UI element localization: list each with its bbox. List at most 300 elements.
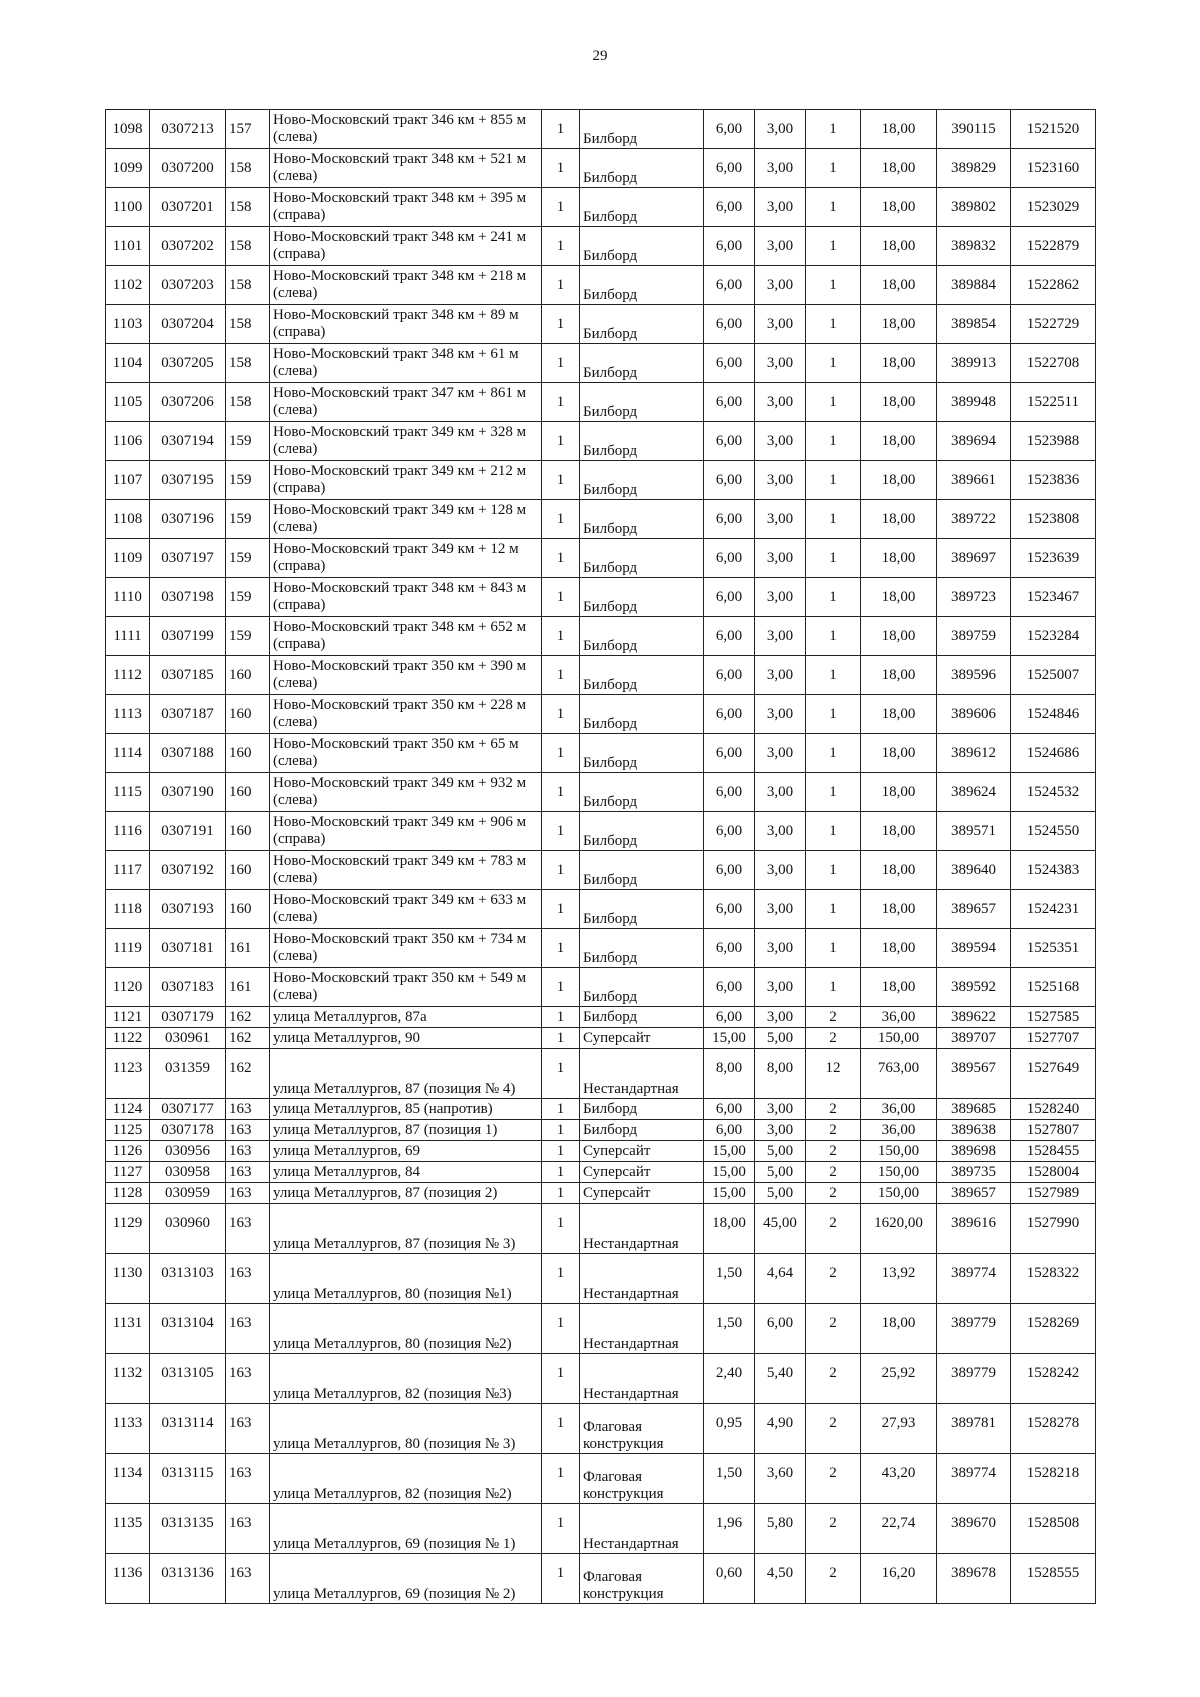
count-cell: 1 [542, 1183, 580, 1204]
width-cell: 6,00 [704, 890, 755, 929]
area-cell: 18,00 [861, 890, 937, 929]
address-cell: Ново-Московский тракт 349 км + 212 м (справа) [270, 461, 542, 500]
sides-cell: 1 [806, 656, 861, 695]
type-cell: Билборд [580, 383, 704, 422]
sides-cell: 1 [806, 344, 861, 383]
coord-y-cell: 1522511 [1011, 383, 1096, 422]
height-cell: 3,00 [755, 227, 806, 266]
count-cell: 1 [542, 305, 580, 344]
width-cell: 6,00 [704, 266, 755, 305]
width-cell: 6,00 [704, 812, 755, 851]
count-cell: 1 [542, 188, 580, 227]
count-cell: 1 [542, 461, 580, 500]
coord-x-cell: 389606 [937, 695, 1011, 734]
address-cell: Ново-Московский тракт 349 км + 12 м (справа) [270, 539, 542, 578]
structure-code-cell: 0307187 [150, 695, 226, 734]
type-cell: Билборд [580, 227, 704, 266]
type-cell: Суперсайт [580, 1141, 704, 1162]
type-cell: Флаговая конструкция [580, 1554, 704, 1604]
count-cell: 1 [542, 1162, 580, 1183]
type-cell: Суперсайт [580, 1162, 704, 1183]
area-cell: 36,00 [861, 1120, 937, 1141]
count-cell: 1 [542, 1304, 580, 1354]
area-cell: 150,00 [861, 1183, 937, 1204]
type-cell: Билборд [580, 773, 704, 812]
type-cell: Билборд [580, 149, 704, 188]
table-row [106, 1183, 1096, 1204]
table-row [106, 1554, 1096, 1604]
table-row [106, 1099, 1096, 1120]
coord-x-cell: 389616 [937, 1204, 1011, 1254]
count-cell: 1 [542, 1007, 580, 1028]
width-cell: 1,50 [704, 1254, 755, 1304]
structure-code-cell: 0313114 [150, 1404, 226, 1454]
width-cell: 6,00 [704, 500, 755, 539]
sides-cell: 1 [806, 266, 861, 305]
area-cell: 18,00 [861, 383, 937, 422]
table-row [106, 1504, 1096, 1554]
position-cell: 162 [226, 1028, 270, 1049]
position-cell: 157 [226, 110, 270, 149]
address-cell: Ново-Московский тракт 348 км + 652 м (справа) [270, 617, 542, 656]
coord-y-cell: 1524846 [1011, 695, 1096, 734]
height-cell: 3,00 [755, 734, 806, 773]
count-cell: 1 [542, 110, 580, 149]
coord-y-cell: 1527989 [1011, 1183, 1096, 1204]
count-cell: 1 [542, 929, 580, 968]
sides-cell: 2 [806, 1404, 861, 1454]
coord-x-cell: 389832 [937, 227, 1011, 266]
area-cell: 18,00 [861, 227, 937, 266]
height-cell: 5,80 [755, 1504, 806, 1554]
sides-cell: 2 [806, 1183, 861, 1204]
row-number-cell: 1127 [106, 1162, 150, 1183]
area-cell: 150,00 [861, 1141, 937, 1162]
position-cell: 163 [226, 1120, 270, 1141]
position-cell: 162 [226, 1049, 270, 1099]
row-number-cell: 1136 [106, 1554, 150, 1604]
table-row [106, 1304, 1096, 1354]
sides-cell: 1 [806, 500, 861, 539]
address-cell: улица Металлургов, 87 (позиция № 4) [270, 1049, 542, 1099]
count-cell: 1 [542, 266, 580, 305]
row-number-cell: 1109 [106, 539, 150, 578]
width-cell: 6,00 [704, 695, 755, 734]
area-cell: 18,00 [861, 656, 937, 695]
coord-y-cell: 1523284 [1011, 617, 1096, 656]
table-row [106, 1049, 1096, 1099]
position-cell: 158 [226, 305, 270, 344]
position-cell: 159 [226, 539, 270, 578]
coord-y-cell: 1524231 [1011, 890, 1096, 929]
height-cell: 3,00 [755, 851, 806, 890]
address-cell: улица Металлургов, 69 (позиция № 2) [270, 1554, 542, 1604]
table-row [106, 227, 1096, 266]
address-cell: Ново-Московский тракт 349 км + 328 м (слева) [270, 422, 542, 461]
address-cell: улица Металлургов, 85 (напротив) [270, 1099, 542, 1120]
coord-x-cell: 389624 [937, 773, 1011, 812]
structure-code-cell: 0313135 [150, 1504, 226, 1554]
width-cell: 1,50 [704, 1454, 755, 1504]
width-cell: 6,00 [704, 539, 755, 578]
structure-code-cell: 0313136 [150, 1554, 226, 1604]
sides-cell: 1 [806, 773, 861, 812]
row-number-cell: 1118 [106, 890, 150, 929]
height-cell: 3,00 [755, 539, 806, 578]
position-cell: 159 [226, 422, 270, 461]
structure-code-cell: 0307185 [150, 656, 226, 695]
area-cell: 18,00 [861, 617, 937, 656]
count-cell: 1 [542, 1049, 580, 1099]
position-cell: 162 [226, 1007, 270, 1028]
type-cell: Билборд [580, 500, 704, 539]
height-cell: 5,00 [755, 1141, 806, 1162]
address-cell: Ново-Московский тракт 350 км + 390 м (слева) [270, 656, 542, 695]
table-row [106, 383, 1096, 422]
row-number-cell: 1121 [106, 1007, 150, 1028]
position-cell: 159 [226, 617, 270, 656]
table-row [106, 695, 1096, 734]
type-cell: Суперсайт [580, 1028, 704, 1049]
width-cell: 6,00 [704, 929, 755, 968]
count-cell: 1 [542, 500, 580, 539]
address-cell: Ново-Московский тракт 346 км + 855 м (слева) [270, 110, 542, 149]
coord-x-cell: 389622 [937, 1007, 1011, 1028]
table-row [106, 851, 1096, 890]
area-cell: 763,00 [861, 1049, 937, 1099]
structure-code-cell: 0307213 [150, 110, 226, 149]
row-number-cell: 1106 [106, 422, 150, 461]
width-cell: 1,50 [704, 1304, 755, 1354]
table-body [106, 110, 1096, 1604]
count-cell: 1 [542, 890, 580, 929]
structure-code-cell: 0307198 [150, 578, 226, 617]
position-cell: 158 [226, 188, 270, 227]
position-cell: 163 [226, 1304, 270, 1354]
coord-y-cell: 1527585 [1011, 1007, 1096, 1028]
coord-x-cell: 389779 [937, 1304, 1011, 1354]
area-cell: 18,00 [861, 773, 937, 812]
structure-code-cell: 0307196 [150, 500, 226, 539]
count-cell: 1 [542, 1554, 580, 1604]
type-cell: Нестандартная [580, 1304, 704, 1354]
structure-code-cell: 0307192 [150, 851, 226, 890]
count-cell: 1 [542, 734, 580, 773]
sides-cell: 1 [806, 890, 861, 929]
width-cell: 6,00 [704, 188, 755, 227]
page-number: 29 [592, 48, 608, 64]
row-number-cell: 1112 [106, 656, 150, 695]
table-row [106, 149, 1096, 188]
sides-cell: 1 [806, 851, 861, 890]
area-cell: 25,92 [861, 1354, 937, 1404]
sides-cell: 2 [806, 1354, 861, 1404]
table-row [106, 110, 1096, 149]
coord-x-cell: 389779 [937, 1354, 1011, 1404]
row-number-cell: 1123 [106, 1049, 150, 1099]
table-row [106, 1354, 1096, 1404]
structure-code-cell: 0313105 [150, 1354, 226, 1404]
area-cell: 18,00 [861, 305, 937, 344]
coord-y-cell: 1525007 [1011, 656, 1096, 695]
structure-code-cell: 0307194 [150, 422, 226, 461]
position-cell: 160 [226, 812, 270, 851]
structure-code-cell: 0307205 [150, 344, 226, 383]
table-row [106, 539, 1096, 578]
coord-x-cell: 389707 [937, 1028, 1011, 1049]
coord-x-cell: 389723 [937, 578, 1011, 617]
address-cell: улица Металлургов, 80 (позиция №2) [270, 1304, 542, 1354]
table-row [106, 305, 1096, 344]
row-number-cell: 1111 [106, 617, 150, 656]
sides-cell: 1 [806, 617, 861, 656]
coord-x-cell: 389698 [937, 1141, 1011, 1162]
sides-cell: 2 [806, 1204, 861, 1254]
coord-x-cell: 389759 [937, 617, 1011, 656]
row-number-cell: 1133 [106, 1404, 150, 1454]
height-cell: 5,00 [755, 1183, 806, 1204]
height-cell: 5,00 [755, 1028, 806, 1049]
table-row [106, 188, 1096, 227]
width-cell: 6,00 [704, 305, 755, 344]
type-cell: Билборд [580, 461, 704, 500]
structure-code-cell: 0307199 [150, 617, 226, 656]
row-number-cell: 1119 [106, 929, 150, 968]
area-cell: 1620,00 [861, 1204, 937, 1254]
structure-code-cell: 0307195 [150, 461, 226, 500]
height-cell: 4,64 [755, 1254, 806, 1304]
address-cell: улица Металлургов, 80 (позиция №1) [270, 1254, 542, 1304]
row-number-cell: 1103 [106, 305, 150, 344]
address-cell: улица Металлургов, 87а [270, 1007, 542, 1028]
area-cell: 150,00 [861, 1162, 937, 1183]
sides-cell: 2 [806, 1120, 861, 1141]
address-cell: Ново-Московский тракт 348 км + 843 м (справа) [270, 578, 542, 617]
height-cell: 4,50 [755, 1554, 806, 1604]
area-cell: 18,00 [861, 344, 937, 383]
coord-x-cell: 389697 [937, 539, 1011, 578]
address-cell: улица Металлургов, 82 (позиция №2) [270, 1454, 542, 1504]
table-row [106, 344, 1096, 383]
coord-y-cell: 1521520 [1011, 110, 1096, 149]
table-row [106, 266, 1096, 305]
structure-code-cell: 0307188 [150, 734, 226, 773]
width-cell: 6,00 [704, 344, 755, 383]
structure-code-cell: 030956 [150, 1141, 226, 1162]
height-cell: 45,00 [755, 1204, 806, 1254]
area-cell: 18,00 [861, 500, 937, 539]
coord-y-cell: 1523836 [1011, 461, 1096, 500]
address-cell: Ново-Московский тракт 349 км + 633 м (слева) [270, 890, 542, 929]
address-cell: Ново-Московский тракт 350 км + 228 м (слева) [270, 695, 542, 734]
area-cell: 27,93 [861, 1404, 937, 1454]
address-cell: Ново-Московский тракт 349 км + 128 м (слева) [270, 500, 542, 539]
structure-code-cell: 0313115 [150, 1454, 226, 1504]
coord-x-cell: 389829 [937, 149, 1011, 188]
height-cell: 3,00 [755, 773, 806, 812]
structure-code-cell: 030958 [150, 1162, 226, 1183]
position-cell: 163 [226, 1454, 270, 1504]
coord-y-cell: 1522879 [1011, 227, 1096, 266]
structure-code-cell: 0307197 [150, 539, 226, 578]
address-cell: Ново-Московский тракт 350 км + 549 м (слева) [270, 968, 542, 1007]
width-cell: 2,40 [704, 1354, 755, 1404]
coord-y-cell: 1522708 [1011, 344, 1096, 383]
coord-y-cell: 1523639 [1011, 539, 1096, 578]
count-cell: 1 [542, 617, 580, 656]
coord-y-cell: 1528240 [1011, 1099, 1096, 1120]
count-cell: 1 [542, 851, 580, 890]
area-cell: 18,00 [861, 851, 937, 890]
type-cell: Билборд [580, 968, 704, 1007]
area-cell: 43,20 [861, 1454, 937, 1504]
height-cell: 3,00 [755, 110, 806, 149]
coord-y-cell: 1522862 [1011, 266, 1096, 305]
height-cell: 3,00 [755, 890, 806, 929]
type-cell: Билборд [580, 188, 704, 227]
height-cell: 5,40 [755, 1354, 806, 1404]
address-cell: улица Металлургов, 90 [270, 1028, 542, 1049]
row-number-cell: 1130 [106, 1254, 150, 1304]
count-cell: 1 [542, 1099, 580, 1120]
area-cell: 18,00 [861, 188, 937, 227]
count-cell: 1 [542, 344, 580, 383]
height-cell: 4,90 [755, 1404, 806, 1454]
height-cell: 3,00 [755, 500, 806, 539]
coord-y-cell: 1524532 [1011, 773, 1096, 812]
row-number-cell: 1122 [106, 1028, 150, 1049]
table-row [106, 422, 1096, 461]
sides-cell: 2 [806, 1454, 861, 1504]
type-cell: Билборд [580, 890, 704, 929]
address-cell: улица Металлургов, 87 (позиция № 3) [270, 1204, 542, 1254]
type-cell: Флаговая конструкция [580, 1454, 704, 1504]
table-row [106, 734, 1096, 773]
height-cell: 3,00 [755, 1099, 806, 1120]
sides-cell: 12 [806, 1049, 861, 1099]
type-cell: Нестандартная [580, 1354, 704, 1404]
position-cell: 158 [226, 344, 270, 383]
structure-code-cell: 0307190 [150, 773, 226, 812]
address-cell: Ново-Московский тракт 347 км + 861 м (слева) [270, 383, 542, 422]
coord-y-cell: 1522729 [1011, 305, 1096, 344]
structure-code-cell: 0307179 [150, 1007, 226, 1028]
height-cell: 3,00 [755, 149, 806, 188]
address-cell: Ново-Московский тракт 349 км + 932 м (слева) [270, 773, 542, 812]
sides-cell: 1 [806, 539, 861, 578]
coord-x-cell: 389678 [937, 1554, 1011, 1604]
sides-cell: 2 [806, 1304, 861, 1354]
row-number-cell: 1135 [106, 1504, 150, 1554]
count-cell: 1 [542, 1120, 580, 1141]
row-number-cell: 1129 [106, 1204, 150, 1254]
type-cell: Билборд [580, 656, 704, 695]
position-cell: 159 [226, 578, 270, 617]
row-number-cell: 1126 [106, 1141, 150, 1162]
address-cell: Ново-Московский тракт 349 км + 906 м (справа) [270, 812, 542, 851]
structure-code-cell: 0307191 [150, 812, 226, 851]
coord-x-cell: 389638 [937, 1120, 1011, 1141]
position-cell: 160 [226, 851, 270, 890]
coord-y-cell: 1523029 [1011, 188, 1096, 227]
structure-code-cell: 0307206 [150, 383, 226, 422]
coord-y-cell: 1523467 [1011, 578, 1096, 617]
position-cell: 163 [226, 1141, 270, 1162]
coord-y-cell: 1528455 [1011, 1141, 1096, 1162]
address-cell: Ново-Московский тракт 348 км + 241 м (справа) [270, 227, 542, 266]
area-cell: 18,00 [861, 422, 937, 461]
row-number-cell: 1102 [106, 266, 150, 305]
structure-code-cell: 0313104 [150, 1304, 226, 1354]
table-row [106, 500, 1096, 539]
area-cell: 150,00 [861, 1028, 937, 1049]
row-number-cell: 1125 [106, 1120, 150, 1141]
height-cell: 8,00 [755, 1049, 806, 1099]
position-cell: 158 [226, 383, 270, 422]
address-cell: улица Металлургов, 69 [270, 1141, 542, 1162]
coord-x-cell: 389567 [937, 1049, 1011, 1099]
count-cell: 1 [542, 1141, 580, 1162]
row-number-cell: 1105 [106, 383, 150, 422]
width-cell: 0,95 [704, 1404, 755, 1454]
coord-x-cell: 389884 [937, 266, 1011, 305]
sides-cell: 1 [806, 578, 861, 617]
position-cell: 161 [226, 929, 270, 968]
coord-y-cell: 1524383 [1011, 851, 1096, 890]
height-cell: 3,00 [755, 461, 806, 500]
coord-y-cell: 1523808 [1011, 500, 1096, 539]
width-cell: 6,00 [704, 773, 755, 812]
width-cell: 1,96 [704, 1504, 755, 1554]
address-cell: Ново-Московский тракт 350 км + 65 м (слева) [270, 734, 542, 773]
height-cell: 3,00 [755, 188, 806, 227]
structure-code-cell: 0307178 [150, 1120, 226, 1141]
coord-y-cell: 1527649 [1011, 1049, 1096, 1099]
advertising-structures-table [105, 109, 1096, 1604]
area-cell: 18,00 [861, 929, 937, 968]
sides-cell: 2 [806, 1007, 861, 1028]
type-cell: Флаговая конструкция [580, 1404, 704, 1454]
coord-x-cell: 389685 [937, 1099, 1011, 1120]
coord-y-cell: 1528508 [1011, 1504, 1096, 1554]
position-cell: 163 [226, 1504, 270, 1554]
address-cell: Ново-Московский тракт 350 км + 734 м (слева) [270, 929, 542, 968]
row-number-cell: 1108 [106, 500, 150, 539]
area-cell: 18,00 [861, 812, 937, 851]
table-row [106, 929, 1096, 968]
area-cell: 18,00 [861, 110, 937, 149]
position-cell: 163 [226, 1204, 270, 1254]
type-cell: Нестандартная [580, 1049, 704, 1099]
width-cell: 15,00 [704, 1162, 755, 1183]
type-cell: Билборд [580, 695, 704, 734]
height-cell: 3,00 [755, 305, 806, 344]
sides-cell: 1 [806, 968, 861, 1007]
count-cell: 1 [542, 1404, 580, 1454]
coord-x-cell: 389854 [937, 305, 1011, 344]
address-cell: улица Металлургов, 84 [270, 1162, 542, 1183]
width-cell: 6,00 [704, 851, 755, 890]
width-cell: 18,00 [704, 1204, 755, 1254]
position-cell: 159 [226, 461, 270, 500]
width-cell: 6,00 [704, 383, 755, 422]
height-cell: 6,00 [755, 1304, 806, 1354]
position-cell: 158 [226, 227, 270, 266]
count-cell: 1 [542, 383, 580, 422]
coord-x-cell: 389657 [937, 890, 1011, 929]
row-number-cell: 1107 [106, 461, 150, 500]
area-cell: 36,00 [861, 1007, 937, 1028]
